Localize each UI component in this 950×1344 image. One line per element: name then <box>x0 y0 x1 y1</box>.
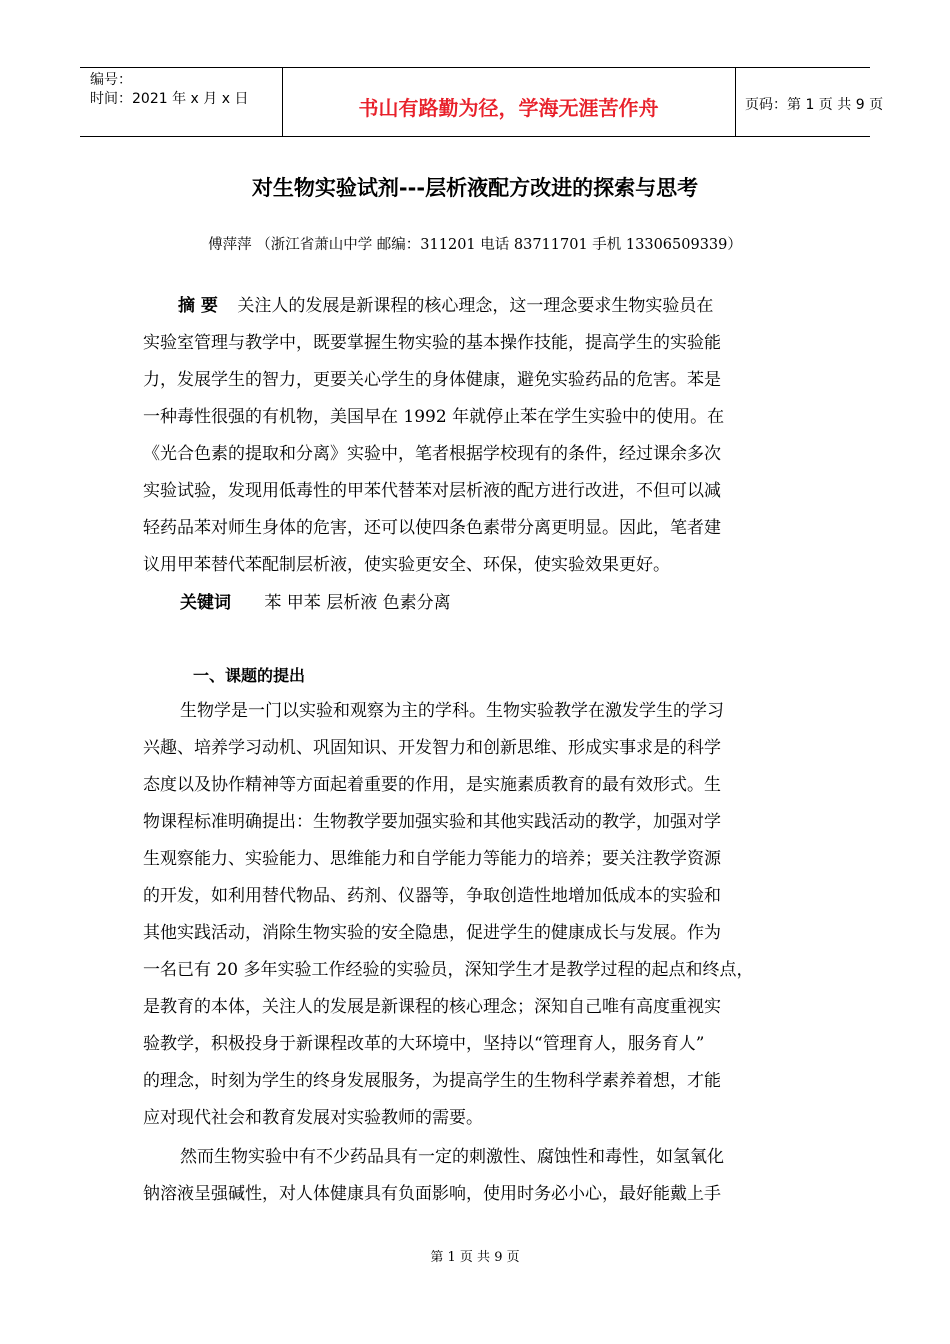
paragraph-line: 其他实践活动，消除生物实验的安全隐患，促进学生的健康成长与发展。作为 <box>143 923 721 943</box>
motto: 书山有路勤为径，学海无涯苦作舟 <box>358 96 659 120</box>
paragraph-line: 验教学，积极投身于新课程改革的大环境中，坚持以“管理育人，服务育人” <box>143 1034 705 1054</box>
author-line: 傅萍萍 （浙江省萧山中学 邮编：311201 电话 83711701 手机 13306509339） <box>208 237 742 253</box>
header-left-cell <box>80 68 283 136</box>
abstract-line: 实验试验，发现用低毒性的甲苯代替苯对层析液的配方进行改进，不但可以减 <box>143 481 721 501</box>
document-title: 对生物实验试剂---层析液配方改进的探索与思考 <box>251 176 699 200</box>
abstract-line: 一种毒性很强的有机物，美国早在 1992 年就停止苯在学生实验中的使用。在 <box>143 407 725 427</box>
abstract-line: 议用甲苯替代苯配制层析液，使实验更安全、环保，使实验效果更好。 <box>143 555 670 575</box>
abstract-line: 《光合色素的提取和分离》实验中，笔者根据学校现有的条件，经过课余多次 <box>143 444 721 464</box>
paragraph-line: 然而生物实验中有不少药品具有一定的刺激性、腐蚀性和毒性，如氢氧化 <box>180 1147 724 1167</box>
paragraph-line: 生物学是一门以实验和观察为主的学科。生物实验教学在激发学生的学习 <box>180 701 724 721</box>
paragraph-line: 生观察能力、实验能力、思维能力和自学能力等能力的培养；要关注教学资源 <box>143 849 721 869</box>
abstract-first-text: 关注人的发展是新课程的核心理念，这一理念要求生物实验员在 <box>237 296 714 316</box>
paragraph-line: 态度以及协作精神等方面起着重要的作用，是实施素质教育的最有效形式。生 <box>143 775 721 795</box>
header-motto-cell <box>282 68 736 136</box>
paragraph-line: 兴趣、培养学习动机、巩固知识、开发智力和创新思维、形成实事求是的科学 <box>143 738 721 758</box>
section-title: 一、课题的提出 <box>193 666 306 685</box>
paragraph-line: 一名已有 20 多年实验工作经验的实验员，深知学生才是教学过程的起点和终点， <box>143 960 754 980</box>
keywords-line <box>180 593 451 613</box>
abstract-line: 力，发展学生的智力，更要关心学生的身体健康，避免实验药品的危害。苯是 <box>143 370 721 390</box>
paragraph-line: 的开发，如利用替代物品、药剂、仪器等，争取创造性地增加低成本的实验和 <box>143 886 721 906</box>
number-label: 编号： <box>90 72 132 88</box>
abstract-first-line <box>178 296 713 316</box>
paragraph-line: 是教育的本体，关注人的发展是新课程的核心理念；深知自己唯有高度重视实 <box>143 997 721 1017</box>
abstract-label: 摘 要 <box>178 296 218 316</box>
abstract-line: 轻药品苯对师生身体的危害，还可以使四条色素带分离更明显。因此，笔者建 <box>143 518 721 538</box>
keywords-text: 苯 甲苯 层析液 色素分离 <box>264 593 451 613</box>
header-page-cell <box>735 68 884 136</box>
abstract-line: 实验室管理与教学中，既要掌握生物实验的基本操作技能，提高学生的实验能 <box>143 333 721 353</box>
paragraph-line: 的理念，时刻为学生的终身发展服务，为提高学生的生物科学素养着想，才能 <box>143 1071 721 1091</box>
page-info: 页码：第 1 页 共 9 页 <box>745 97 884 113</box>
date-label: 时间：2021 年 x 月 x 日 <box>90 91 249 107</box>
page-footer: 第 1 页 共 9 页 <box>430 1250 520 1265</box>
keywords-label: 关键词 <box>180 593 231 613</box>
paragraph-line: 钠溶液呈强碱性，对人体健康具有负面影响，使用时务必小心，最好能戴上手 <box>143 1184 721 1204</box>
header-table <box>80 67 884 137</box>
paragraph-line: 应对现代社会和教育发展对实验教师的需要。 <box>143 1108 483 1128</box>
paragraph-line: 物课程标准明确提出：生物教学要加强实验和其他实践活动的教学，加强对学 <box>143 812 721 832</box>
